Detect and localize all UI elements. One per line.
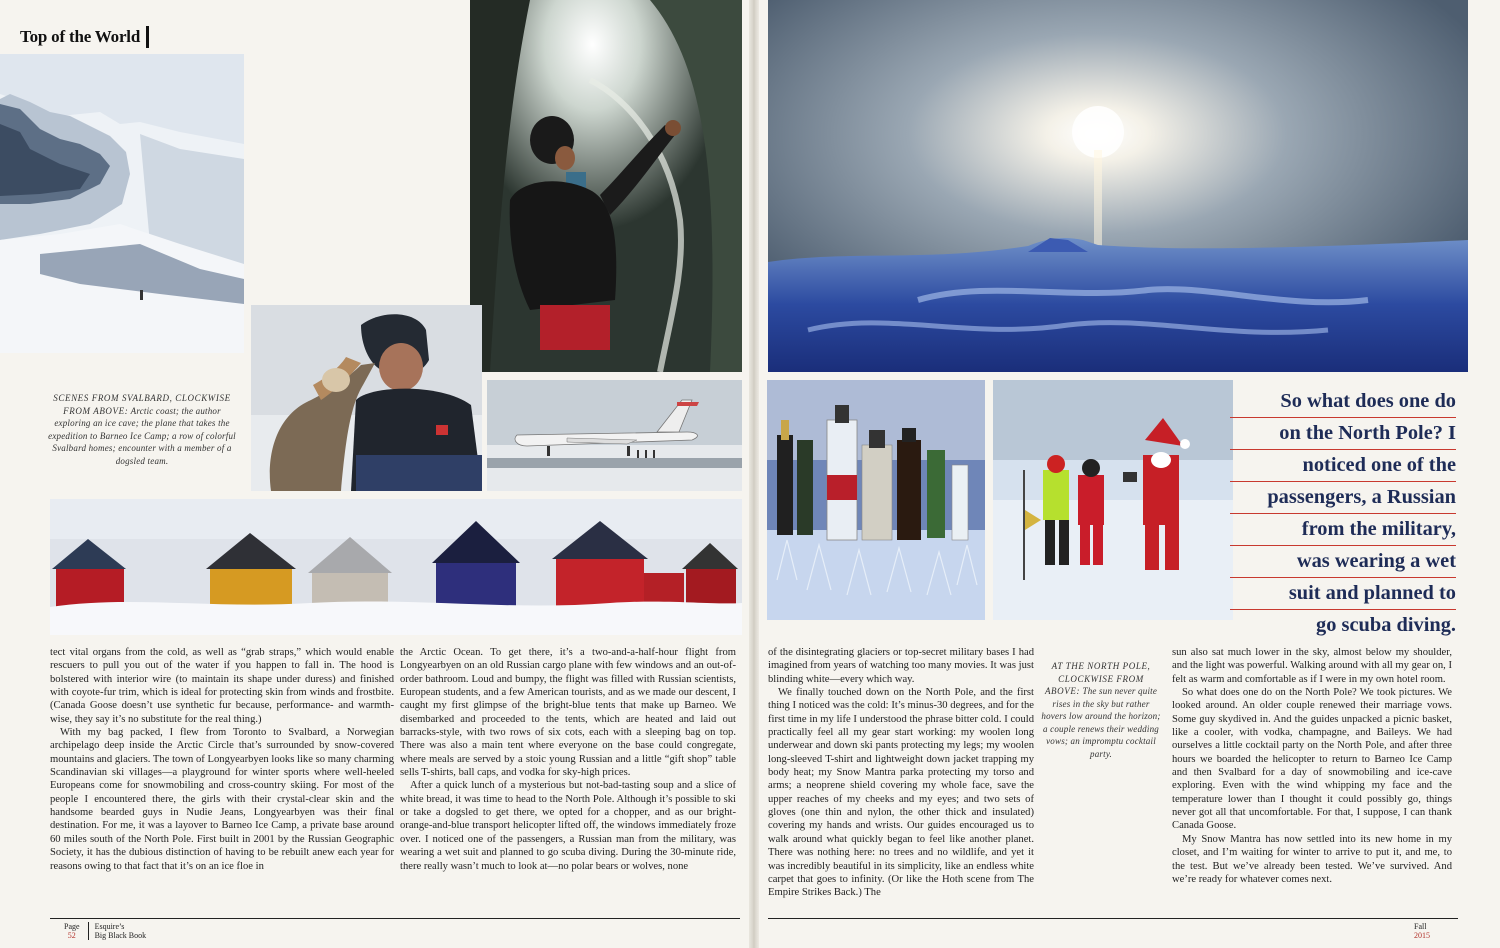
photo-colorful-houses: [50, 499, 742, 635]
caption-head: SCENES FROM SVALBARD, CLOCKWISE FROM ABOVE:: [53, 393, 231, 416]
publication-line-1: Esquire’s: [94, 922, 125, 931]
col4-paragraph-2: So what does one do on the North Pole? We took pictures. We looked around. An older couple renewed their marriage vows. Some guy skydived in. And the guides unpacked a picnic basket, like a cooler, with vodka, champagne, and Baileys. We had ourselves a little cocktail party on the North Pole, and after three hours we boarded the helicopter to return to Barneo Ice Camp and then Svalbard for a day of snowmobiling and ice-cave exploring. Even with the wind whipping my face and the temperature lower than I thought it could possibly go, things never got all that uncomfortable. For that, I suppose, I can thank Canada Goose.: [1172, 687, 1452, 832]
issue-year: 2015: [1414, 931, 1430, 940]
footer-rule-right: [768, 918, 1458, 919]
caption-body: Arctic coast; the author exploring an ice cave; the plane that takes the expedition to Barneo Ice Camp; a row of colorful Svalbard homes; encounter with a member of a dogsled team.: [48, 405, 236, 466]
page-number-left: 52: [67, 931, 76, 940]
pullquote-line: So what does one do: [1230, 386, 1456, 418]
article-column-3: [768, 646, 1034, 912]
photo-plane: [487, 380, 742, 491]
pullquote-line: suit and planned to: [1230, 578, 1456, 610]
article-column-1: [50, 646, 394, 912]
pullquote-line: on the North Pole? I: [1230, 418, 1456, 450]
col1-paragraph-1: tect vital organs from the cold, as well as “grab straps,” which would enable rescuers to pull you out of the water if you happen to fall in. The hood is bolstered with interior wire (to maintain its shape under duress) and finished with coyote-fur trim, which is ideal for protecting skin from winds and frostbite. (Canada Goose doesn’t use synthetic fur because, performance- and warmth-wise, they say it’s no substitute for the real thing.): [50, 647, 394, 725]
caption-svalbard: [48, 392, 236, 467]
issue-season: Fall: [1414, 922, 1427, 931]
col3-paragraph-2: We finally touched down on the North Pole, and the first thing I noticed was the cold: It’s minus-30 degrees, and for the first time in my life I understood the phrase bitter cold. I could practically feel all my gear start working: my woolen long underwear and down ski pants protecting my legs; my woolen long-sleeved T-shirt and lightweight down jacket trapping my body heat; my Snow Mantra parka protecting my torso and arms; a neoprene shield covering my whole face, save the upper reaches of my cheeks and my eyes; and two sets of gloves (one thin and nylon, the other thick and insulated) covering my hands and wrists. Our guides encouraged us to walk around what quickly began to feel like another planet. There was nothing here: no trees and no wildlife, and yet it was incredibly beautiful in its simplicity, like an endless white carpet that goes to infinity. (Or like the Hoth scene from The Empire Strikes Back.) The: [768, 687, 1034, 899]
caption-north-pole: [1040, 660, 1162, 760]
section-label: Top of the World: [20, 26, 149, 48]
col1-paragraph-2: With my bag packed, I flew from Toronto to Svalbard, a Norwegian archipelago deep inside the Arctic Circle that’s surrounded by snow-covered mountains and glaciers. The town of Longyearbyen looks like so many charming Scandinavian ski villages—a playground for winter sports where well-heeled Europeans come for snowmobiling and cross-country skiing. For most of the people I encountered there, the girls with their crystal-clear skin and the handsome bearded guys in Nudie Jeans, Longyearbyen was their final destination. For me, it was a layover to Barneo Ice Camp, a private base around 60 miles south of the North Pole. First built in 2001 by the Russian Geographic Society, it has the dubious distinction of having to be rebuilt anew each year for reasons owing to that fact that it’s on an ice floe in: [50, 727, 394, 872]
folio-right: [1414, 922, 1454, 940]
col2-paragraph-1: the Arctic Ocean. To get there, it’s a two-and-a-half-hour flight from Longyearbyen on an old Russian cargo plane with few windows and an out-of-order bathroom. Loud and bumpy, the flight was filled with Russian scientists, European students, and a few American tourists, and as we made our descent, I caught my first glimpse of the bright-blue tents that make up Barneo. We disembarked and proceeded to the tents, which are heated and laid out barracks-style, with two rows of six cots, each with a sleeping bag on top. There was also a main tent where everyone on the base could congregate, where meals are served by a stoic young Russian and a little “gift shop” table sells T-shirts, ball caps, and vodka for sky-high prices.: [400, 647, 736, 779]
pullquote-line: go scuba diving.: [1316, 614, 1456, 636]
caption-body: The sun never quite rises in the sky but rather hovers low around the horizon; a couple renews their wedding vows; an impromptu cocktail party.: [1041, 686, 1161, 759]
pullquote-line: noticed one of the: [1230, 450, 1456, 482]
article-column-4: [1172, 646, 1452, 912]
pullquote: [1230, 386, 1456, 641]
publication-line-2: Big Black Book: [94, 931, 147, 940]
caption-head: AT THE NORTH POLE, CLOCKWISE FROM ABOVE:: [1044, 661, 1151, 696]
col2-paragraph-2: After a quick lunch of a mysterious but not-bad-tasting soup and a slice of white bread, it was time to head to the North Pole. Although it’s possible to ski or take a dogsled to get there, we opted for a chopper, and as our bright-orange-and-blue transport helicopter lifted off, the windows immediately froze over. I noticed one of the passengers, a Russian man from the military, was wearing a wet suit and planned to go scuba diving. During the 30-minute ride, there really wasn’t much to look at—no polar bears or wolves, none: [400, 780, 736, 872]
page-gutter: [749, 0, 759, 948]
pullquote-line: from the military,: [1230, 514, 1456, 546]
photo-ice-cave: [470, 0, 742, 372]
pullquote-line: was wearing a wet: [1230, 546, 1456, 578]
photo-sun-over-ice: [768, 0, 1468, 372]
col4-paragraph-1: sun also sat much lower in the sky, almost below my shoulder, and the light was powerful. Walking around with all my gear on, I felt as warm and comfortable as if I were in my own hotel room.: [1172, 647, 1452, 685]
pullquote-line: passengers, a Russian: [1230, 482, 1456, 514]
col3-paragraph-1: of the disintegrating glaciers or top-secret military bases I had imagined from years of watching too many movies. It was just blinding white—every which way.: [768, 647, 1034, 685]
photo-vow-renewal: [993, 380, 1233, 620]
article-column-2: [400, 646, 736, 912]
photo-cocktail-bottles: [767, 380, 985, 620]
footer-rule-left: [50, 918, 740, 919]
col4-paragraph-3: My Snow Mantra has now settled into its new home in my closet, and I’m waiting for winter to arrive to put it, and me, to the test. But we’ve already been tested. We’ve survived. And we’re ready for whatever comes next.: [1172, 833, 1452, 885]
folio-left: [64, 922, 184, 940]
photo-arctic-coast: [0, 54, 244, 353]
page-word: Page: [64, 922, 80, 931]
photo-dog-encounter: [251, 305, 482, 491]
